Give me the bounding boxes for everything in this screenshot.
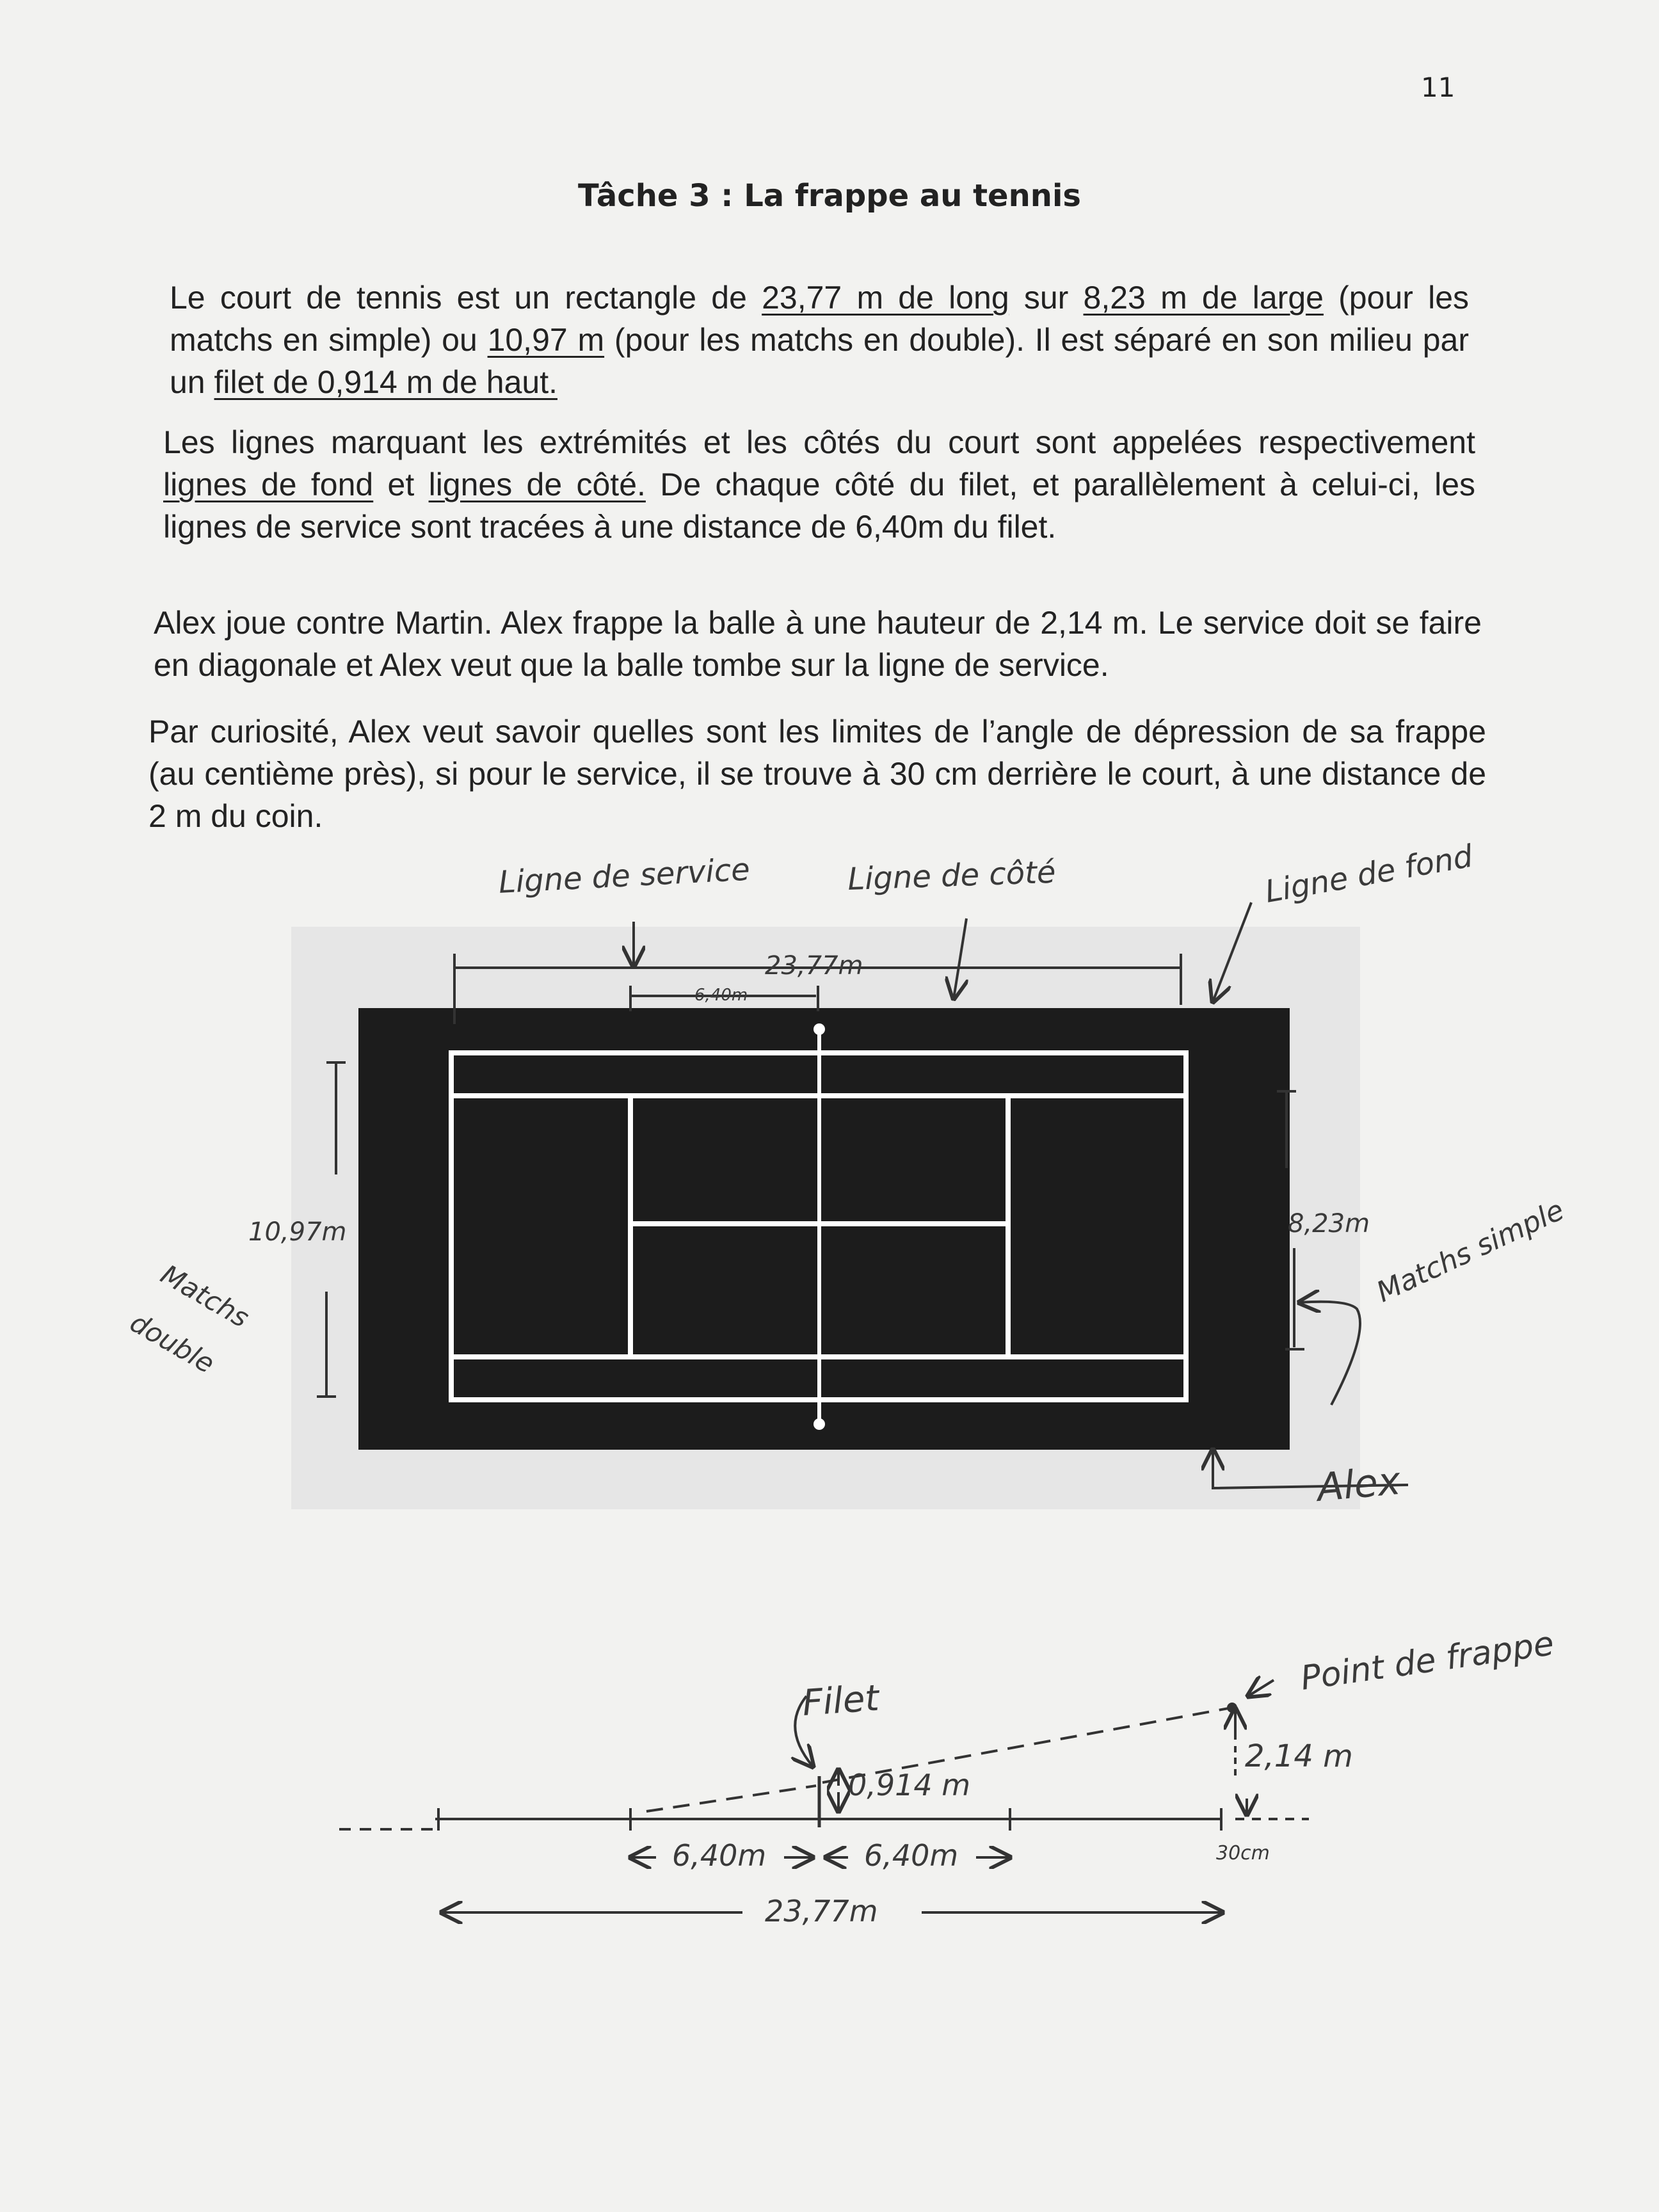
underlined-length: 23,77 m de long xyxy=(762,280,1009,316)
player-label: Alex xyxy=(1315,1458,1402,1511)
ball-path-lower xyxy=(646,1786,816,1811)
service-dimension-label: 6,40m xyxy=(694,986,748,1005)
page-title: Tâche 3 : La frappe au tennis xyxy=(578,178,1081,214)
left-service-label: 6,40m xyxy=(672,1838,767,1873)
singles-label: Matchs simple xyxy=(1372,1194,1569,1309)
net-post-bottom xyxy=(813,1418,825,1430)
underlined-double-width: 10,97 m xyxy=(487,322,605,358)
net-height-label: 0,914 m xyxy=(848,1768,971,1802)
net-label: Filet xyxy=(801,1677,881,1724)
page-number: 11 xyxy=(1421,72,1455,103)
doubles-label-line1: Matchs xyxy=(156,1258,255,1334)
court-surface xyxy=(358,1008,1290,1450)
baseline-label: Ligne de fond xyxy=(1262,838,1476,910)
underlined-net-height: filet de 0,914 m de haut. xyxy=(214,364,557,400)
text-run: Le court de tennis est un rectangle de xyxy=(170,280,762,316)
text-run: Les lignes marquant les extrémités et les côtés du court sont appelées respectivement xyxy=(163,424,1475,460)
underlined-sidelines: lignes de côté. xyxy=(428,467,646,502)
court-diagram xyxy=(125,838,1569,1511)
length-dimension-label: 23,77m xyxy=(765,951,863,981)
text-run: et xyxy=(373,467,429,502)
net-post-top xyxy=(813,1023,825,1035)
text-run: (pour les matchs en double). Il est séparé en son milieu par un xyxy=(170,322,1469,400)
hit-point-dot xyxy=(1227,1703,1237,1713)
right-service-label: 6,40m xyxy=(864,1838,959,1873)
double-width-label: 10,97m xyxy=(248,1217,347,1247)
side-view-diagram xyxy=(339,1624,1557,1928)
underlined-single-width: 8,23 m de large xyxy=(1083,280,1324,316)
hit-point-label: Point de frappe xyxy=(1298,1624,1557,1698)
single-width-label: 8,23m xyxy=(1288,1209,1370,1238)
hit-height-label: 2,14 m xyxy=(1245,1738,1353,1774)
text-run: sur xyxy=(1009,280,1084,316)
text-run: (pour les matchs en simple) ou xyxy=(170,280,1469,358)
paragraph-question: Par curiosité, Alex veut savoir quelles sont les limites de l’angle de dépression de sa frappe (au centième près), si pour le service, il se trouve à 30 cm derrière le court, à une distance de 2 m du coin. xyxy=(148,714,1486,834)
underlined-baselines: lignes de fond xyxy=(163,467,374,502)
behind-court-label: 30cm xyxy=(1216,1842,1270,1864)
service-line-label: Ligne de service xyxy=(497,851,751,901)
doubles-label-line2: double xyxy=(125,1306,220,1380)
paragraph-serve: Alex joue contre Martin. Alex frappe la balle à une hauteur de 2,14 m. Le service doit se faire en diagonale et Alex veut que la balle tombe sur la ligne de service. xyxy=(154,605,1482,683)
total-length-label: 23,77m xyxy=(765,1894,878,1928)
hit-point-arrow xyxy=(1248,1680,1274,1696)
side-line-label: Ligne de côté xyxy=(847,854,1057,897)
text-run: De chaque côté du filet, et parallèlement à celui-ci, les lignes de service sont tracées à une distance de 6,40m du filet. xyxy=(163,467,1476,545)
